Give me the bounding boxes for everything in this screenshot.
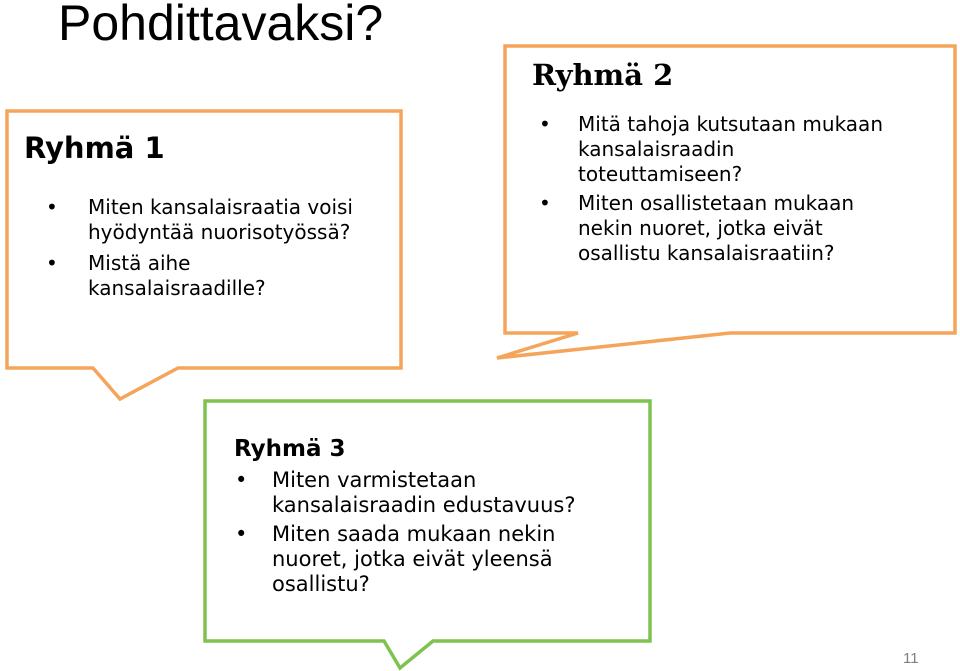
line: kansalaisraadin	[578, 137, 735, 161]
group-3-list	[234, 468, 634, 597]
list-item	[234, 468, 634, 518]
list-item	[234, 522, 634, 597]
line: osallistu kansalaisraatiin?	[578, 241, 835, 265]
list-item	[532, 112, 942, 187]
line: osallistu?	[272, 572, 370, 596]
group-3-heading: Ryhmä 3	[234, 436, 346, 462]
line: kansalaisraadin edustavuus?	[272, 493, 576, 517]
group-2-heading: Ryhmä 2	[532, 58, 674, 92]
line: toteuttamiseen?	[578, 162, 743, 186]
line: Mistä aihe	[88, 251, 191, 275]
page-number: 11	[903, 650, 919, 667]
line: Miten varmistetaan	[272, 468, 477, 492]
group-1-list	[24, 195, 374, 301]
line: Miten osallistetaan mukaan	[578, 191, 855, 215]
group-1-callout	[24, 131, 374, 307]
list-item	[24, 251, 374, 301]
group-2-list	[532, 112, 942, 266]
line: nuoret, jotka eivät yleensä	[272, 547, 553, 571]
line: hyödyntää nuorisotyössä?	[88, 220, 351, 244]
list-item	[532, 191, 942, 266]
list-item	[24, 195, 374, 245]
line: Miten saada mukaan nekin	[272, 522, 556, 546]
page-title: Pohdittavaksi?	[58, 0, 384, 51]
group-2-callout	[532, 58, 942, 270]
line: nekin nuoret, jotka eivät	[578, 216, 823, 240]
line: kansalaisraadille?	[88, 276, 266, 300]
group-3-callout	[234, 436, 634, 601]
group-1-heading: Ryhmä 1	[24, 131, 165, 165]
line: Miten kansalaisraatia voisi	[88, 195, 353, 219]
line: Mitä tahoja kutsutaan mukaan	[578, 112, 883, 136]
